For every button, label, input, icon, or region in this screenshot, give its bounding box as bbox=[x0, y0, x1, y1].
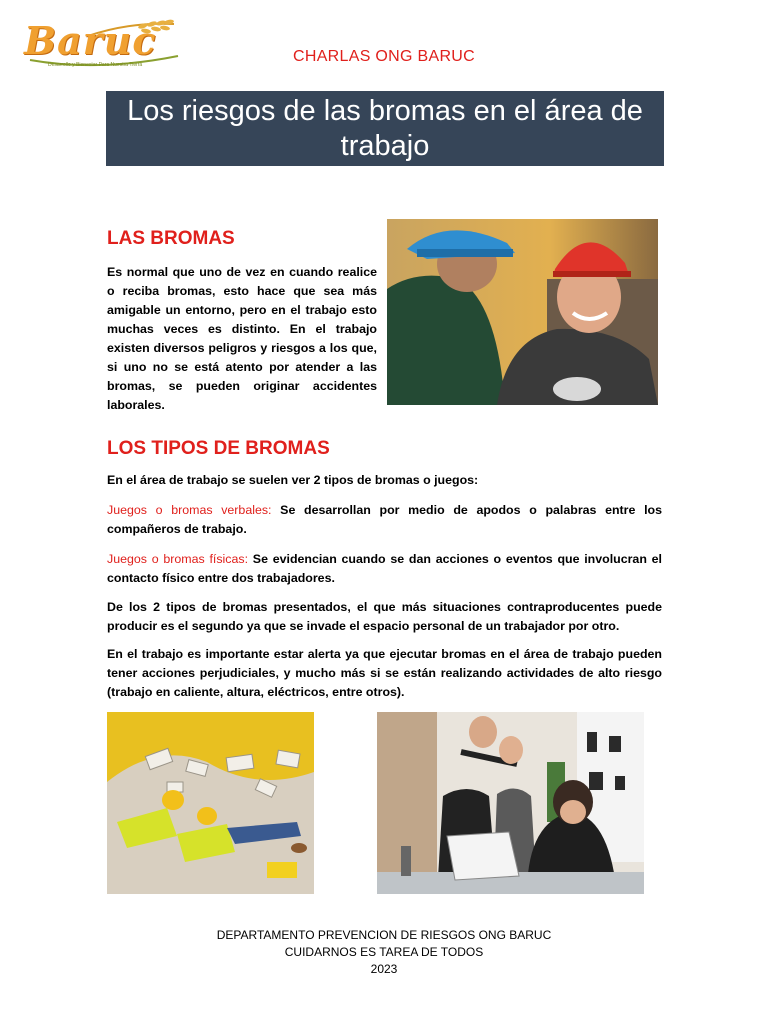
office-prank-photo bbox=[377, 712, 644, 894]
physical-jokes-term: Juegos o bromas físicas: bbox=[107, 552, 249, 566]
physical-jokes-text: Se evidencian cuando se dan acciones o eventos que involucran el contacto físico entre dos trabajadores. bbox=[107, 552, 662, 585]
tipos-intro-paragraph: En el área de trabajo se suelen ver 2 tipos de bromas o juegos: bbox=[107, 473, 479, 487]
page-title: Los riesgos de las bromas en el área de trabajo bbox=[106, 91, 664, 166]
accident-worker-photo bbox=[107, 712, 314, 894]
verbal-jokes-term: Juegos o bromas verbales: bbox=[107, 503, 272, 517]
logo-wordmark: Baruc bbox=[24, 18, 157, 63]
section-heading-tipos: LOS TIPOS DE BROMAS bbox=[107, 438, 330, 459]
counterproductive-paragraph: De los 2 tipos de bromas presentados, el que más situaciones contraproducentes puede producir es el segundo ya que se invade el espacio personal de un trabajador por otro. bbox=[107, 600, 662, 633]
alert-paragraph: En el trabajo es importante estar alerta ya que ejecutar bromas en el área de trabajo pueden tener acciones perjudiciales, y mucho más si se están realizando actividades de alto riesgo (trabajo en caliente, altura, eléctricos, entre otros). bbox=[107, 647, 662, 699]
bromas-paragraph: Es normal que uno de vez en cuando realice o reciba bromas, esto hace que sea más amigable un entorno, pero en el trabajo esto muchas veces es distinto. En el trabajo existen diversos peligros y riesgos a los que, si uno no se está atento por atender a las bromas, se pueden originar accidentes laborales. bbox=[107, 265, 377, 412]
footer-year: 2023 bbox=[370, 962, 398, 976]
section-heading-bromas: LAS BROMAS bbox=[107, 228, 235, 249]
org-name: CHARLAS ONG BARUC bbox=[292, 48, 476, 65]
workers-helmets-photo bbox=[387, 219, 658, 405]
logo-tagline: Desarrollo y Bienestar Para Nuestra Tierra bbox=[48, 62, 143, 68]
verbal-jokes-text: Se desarrollan por medio de apodos o palabras entre los compañeros de trabajo. bbox=[107, 503, 662, 536]
footer-department: DEPARTAMENTO PREVENCION DE RIESGOS ONG BARUC bbox=[216, 928, 552, 942]
verbal-jokes-paragraph bbox=[107, 501, 662, 539]
footer-slogan: CUIDARNOS ES TAREA DE TODOS bbox=[284, 945, 484, 959]
physical-jokes-paragraph bbox=[107, 550, 662, 588]
